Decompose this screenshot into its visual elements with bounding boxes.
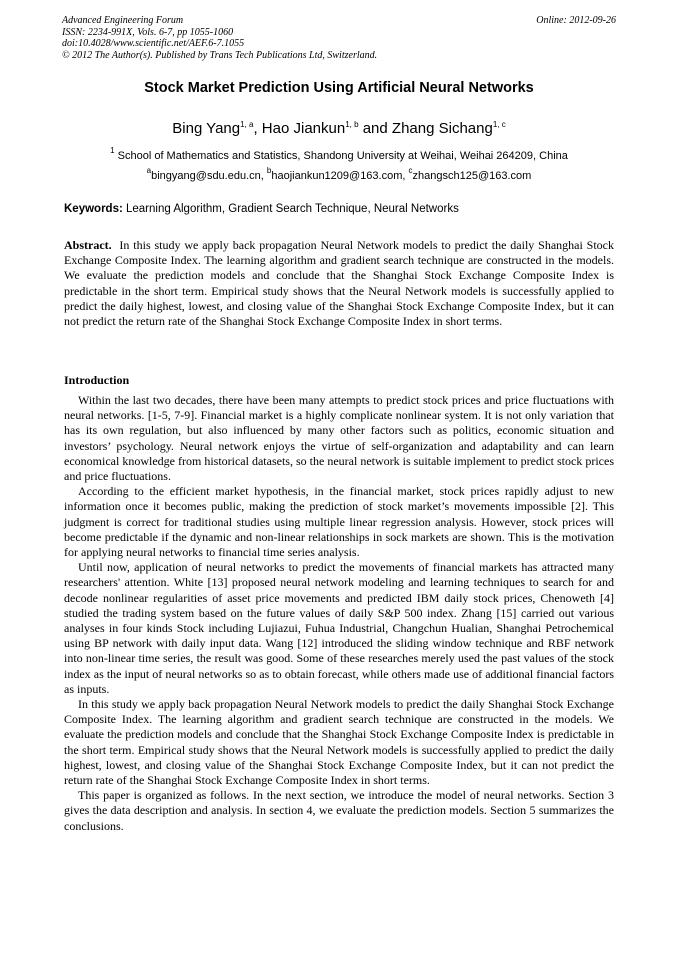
copyright-line: © 2012 The Author(s). Published by Trans Tech Publications Ltd, Switzerland.: [62, 49, 378, 61]
keywords-label: Keywords:: [64, 203, 123, 215]
author-affil-sup: 1, c: [492, 120, 506, 129]
email-list: $^a$bingyang@sdu.edu.cn, $^b$haojiankun1209@163.com, $^c$zhangsch125@163.com: [146, 166, 532, 182]
abstract: [64, 238, 614, 329]
keywords: [64, 203, 614, 215]
paper-title: Stock Market Prediction Using Artificial Neural Networks: [144, 80, 534, 96]
intro-paragraph: According to the efficient market hypothesis, in the financial market, stock prices rapidly adjust to new information once it becomes public, making the prediction of stock market’s movements impossible [2]. This judgment is correct for traditional studies using multiple linear regression analysis. However, stock prices will become predictable if the dynamic and non-linear relationships in sock markets are shown. This is the motivation for applying neural networks to financial time series analysis.: [64, 484, 614, 560]
online-date: Online: 2012-09-26: [536, 15, 616, 26]
affiliation: [0, 146, 678, 162]
email-sup: a: [146, 166, 152, 175]
intro-paragraph: In this study we apply back propagation Neural Network models to predict the daily Shanghai Stock Exchange Composite Index. The learning algorithm and gradient search technique are constructed in the models. We evaluate the prediction models and conclude that the Shanghai Stock Exchange Composite Index is predictable in the short term. Empirical study shows that the Neural Network models is successfully applied to predict the daily highest, lowest, and closing value of the Shanghai Stock Exchange Composite Index, but it can not predict the return rate of the Shanghai Stock Exchange Composite Index in short terms.: [64, 697, 614, 788]
affiliation-text: School of Mathematics and Statistics, Shandong University at Weihai, Weihai 264209, China: [117, 150, 568, 162]
author-name: Hao Jiankun: [261, 120, 346, 137]
email-address: zhangsch125@163.com: [412, 170, 532, 182]
section-heading-introduction: Introduction: [64, 373, 130, 387]
author-list: Bing Yang$^{1, a}$, Hao Jiankun$^{1, b}$ and Zhang Sichang$^{1, c}$: [172, 120, 506, 137]
intro-paragraph: Until now, application of neural networks to predict the movements of financial markets has attracted many researchers' attention. White [13] proposed neural network modeling and learning techniques to search for and decode nonlinear regularities of asset price movements and predicted IBM daily stock prices, Chenoweth [4] studied the trading system based on the future values of daily S&P 500 index. Zhang [15] carried out various analyses in four kinds Stock including Lujiazui, Fuhua Industrial, Changchun Hualian, Shanghai Petrochemical using BP network with daily input data. Wang [12] introduced the sliding window technique and RBF network into non-linear time series, the result was good. Some of these researches merely used the past values of the stock index as the input of neural networks so as to obtain forecast, while others made use of additional financial factors as inputs.: [64, 560, 614, 696]
intro-paragraph: Within the last two decades, there have been many attempts to predict stock prices and price fluctuations with neural networks. [1-5, 7-9]. Financial market is a highly complicate nonlinear system. It is not only variation that has its own regulation, but also influenced by many other factors such as politics, economic situation and investors’ psychology. Neural network enjoys the virtue of self-organization and adaptability and can learn economical knowledge from historical datasets, so the neural network is suitable implement to predict stock prices and price fluctuations.: [64, 393, 614, 484]
journal-name: Advanced Engineering Forum: [62, 15, 184, 26]
author-name: Bing Yang: [172, 120, 241, 137]
author-affil-sup: 1, b: [345, 120, 359, 129]
issn-line: ISSN: 2234-991X, Vols. 6-7, pp 1055-1060: [62, 26, 234, 38]
intro-paragraph: This paper is organized as follows. In the next section, we introduce the model of neural networks. Section 3 gives the data description and analysis. In section 4, we evaluate the prediction models. Section 5 summarizes the conclusions.: [64, 788, 614, 833]
email-address: haojiankun1209@163.com: [271, 170, 403, 182]
doi-line: doi:10.4028/www.scientific.net/AEF.6-7.1055: [62, 38, 245, 49]
keywords-text: Learning Algorithm, Gradient Search Technique, Neural Networks: [126, 203, 459, 215]
email-sup: c: [408, 166, 413, 175]
abstract-text: In this study we apply back propagation Neural Network models to predict the daily Shanghai Stock Exchange Composite Index. The learning algorithm and gradient search technique are constructed in the models. We evaluate the prediction models and conclude that the Shanghai Stock Exchange Composite Index is predictable in the short term. Empirical study shows that the Neural Network models is successfully applied to predict the daily highest, lowest, and closing value of the Shanghai Stock Exchange Composite Index, but it can not predict the return rate of the Shanghai Stock Exchange Composite Index in short terms.: [64, 238, 615, 329]
affiliation-sup: 1: [110, 146, 115, 155]
abstract-label: Abstract.: [64, 238, 112, 252]
email-sup: b: [266, 166, 272, 175]
author-name: Zhang Sichang: [391, 120, 493, 137]
email-address: bingyang@sdu.edu.cn: [151, 170, 261, 182]
introduction-body: [64, 393, 614, 834]
journal-header: [62, 15, 616, 61]
author-affil-sup: 1, a: [240, 120, 254, 129]
